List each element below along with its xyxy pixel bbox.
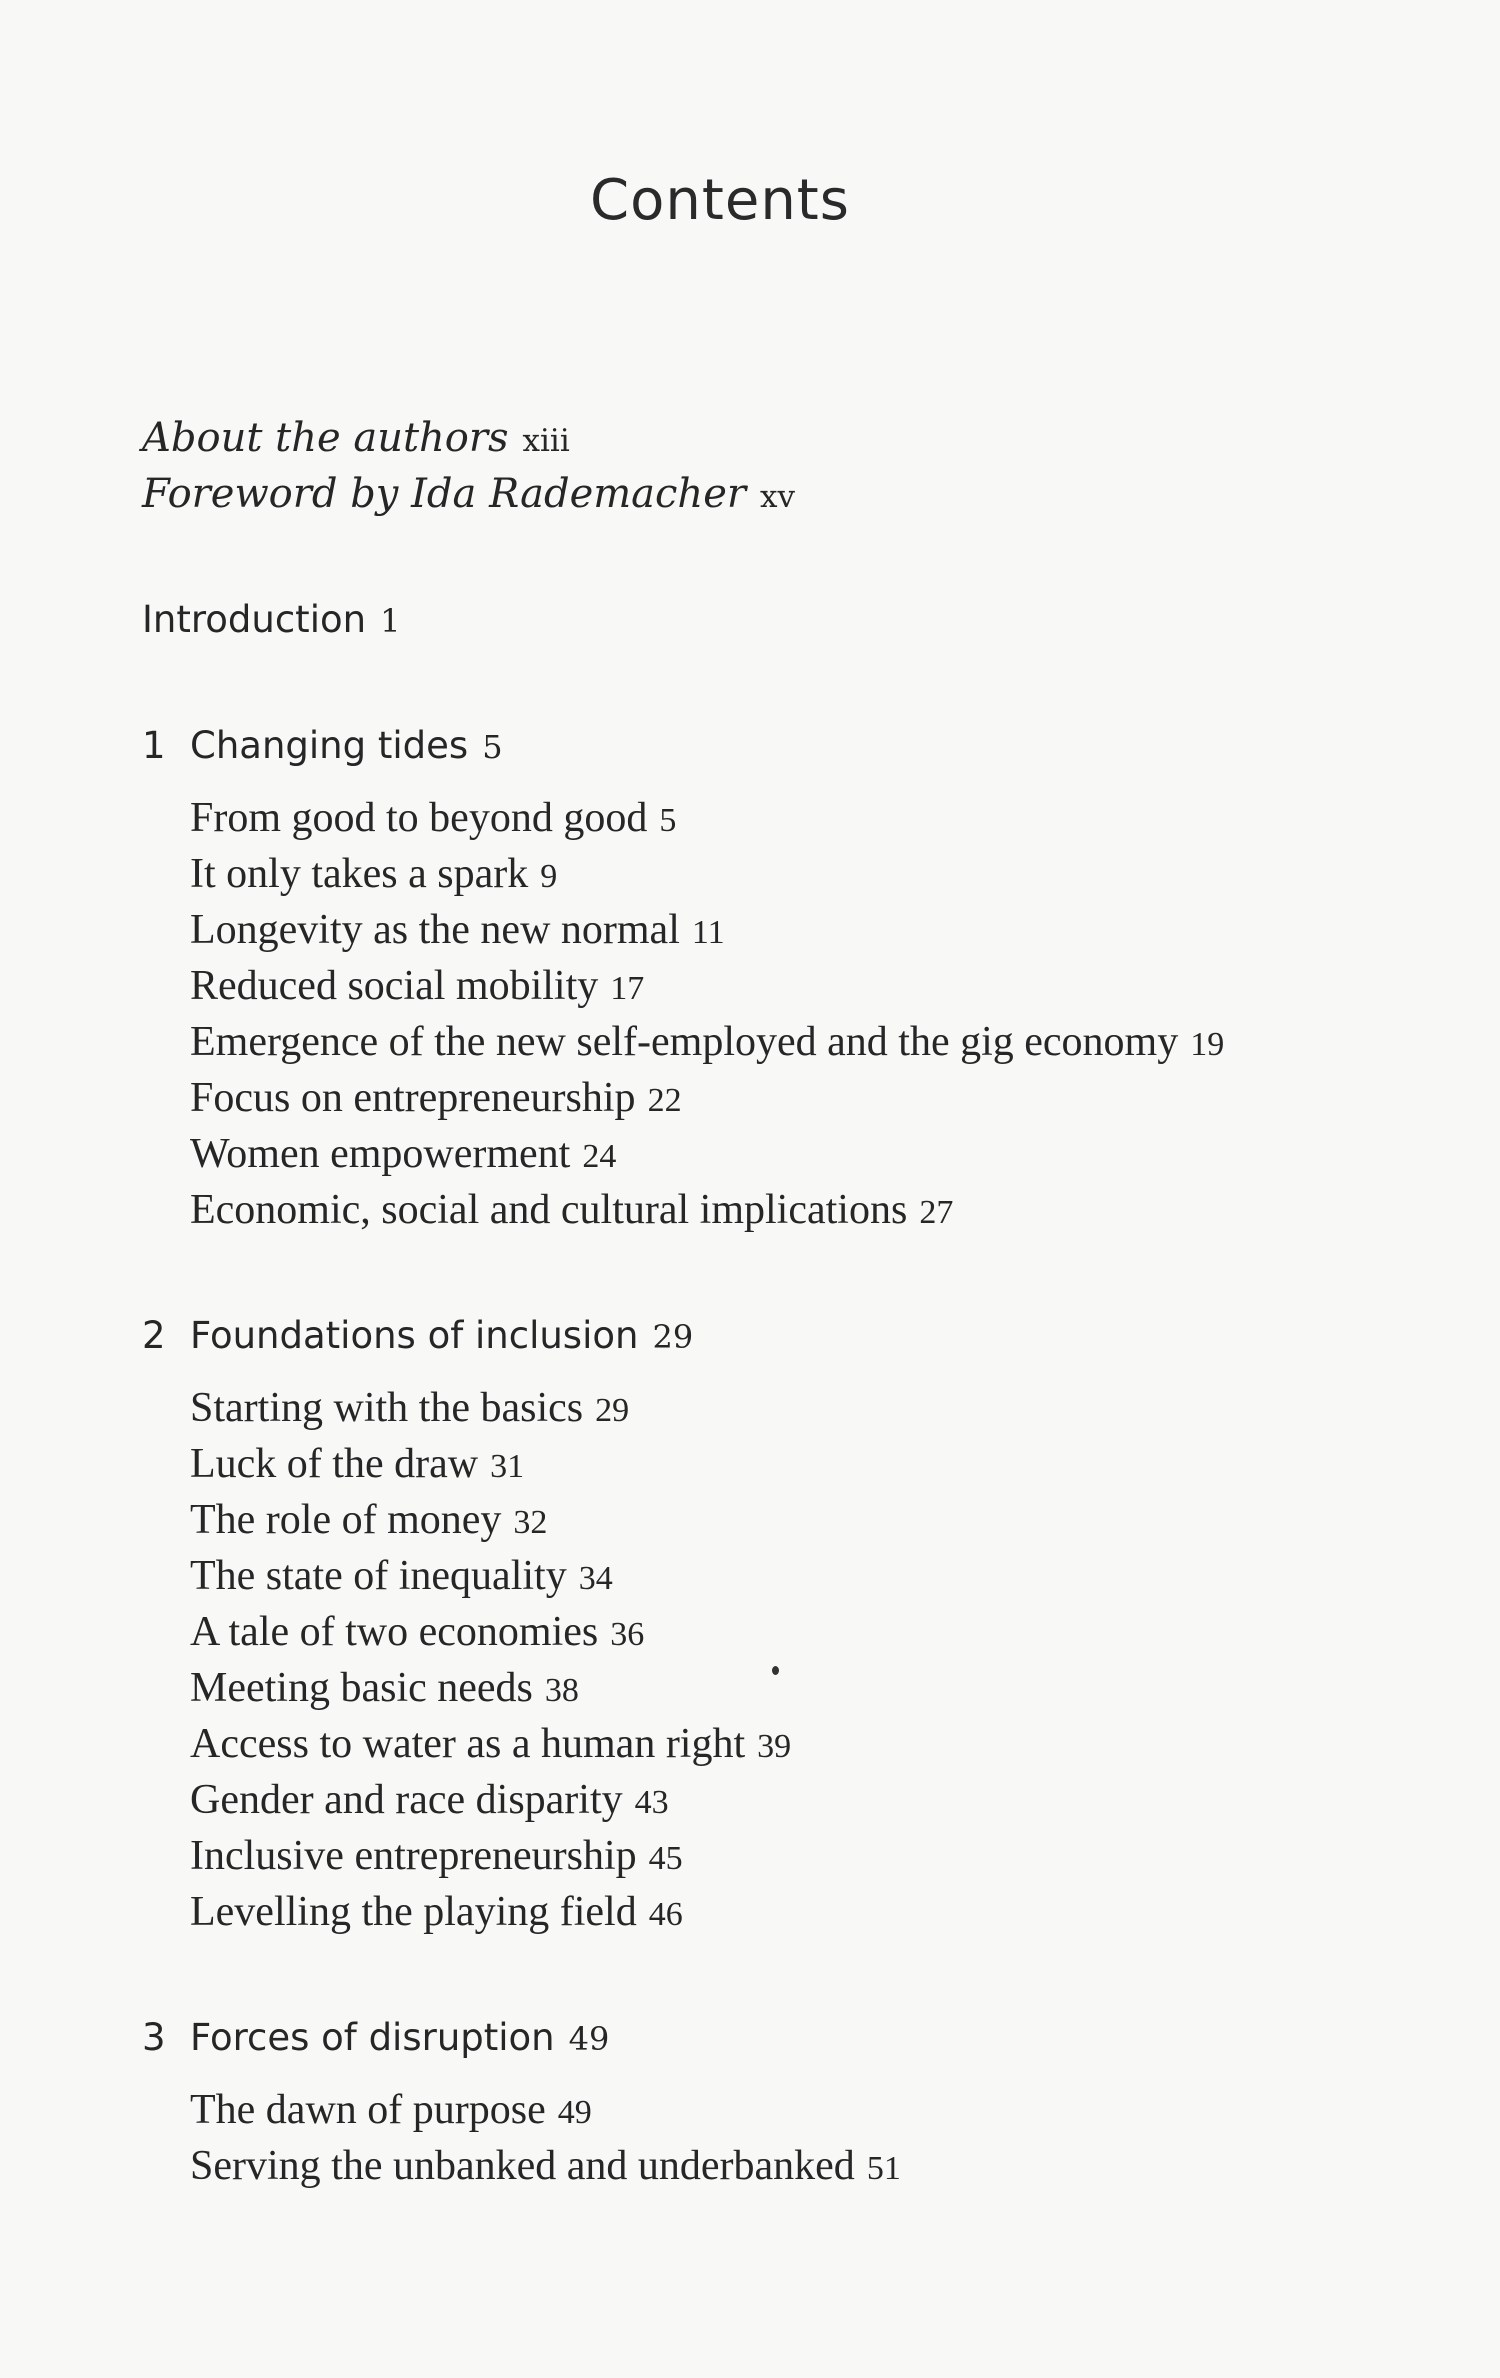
section-page: 51: [866, 2150, 901, 2187]
section-page: 31: [490, 1448, 525, 1485]
toc-entry-page: 1: [380, 602, 401, 640]
toc-entry-page: xv: [759, 479, 795, 515]
toc-entry-foreword[interactable]: [142, 466, 1392, 522]
toc-entry-about-authors[interactable]: [142, 410, 1392, 466]
toc-section-list: [190, 2082, 1392, 2194]
toc-section[interactable]: [190, 958, 1392, 1014]
section-page: 43: [634, 1784, 669, 1821]
section-page: 27: [919, 1194, 954, 1231]
toc-section-list: [190, 790, 1392, 1238]
section-page: 17: [610, 970, 645, 1007]
toc-section[interactable]: [190, 790, 1392, 846]
toc-entry-introduction[interactable]: [142, 592, 1392, 648]
toc-section[interactable]: [190, 1548, 1392, 1604]
chapter-page: 5: [482, 728, 503, 766]
chapter-title: Forces of disruption: [190, 2016, 555, 2059]
section-page: 38: [544, 1672, 579, 1709]
section-title: The state of inequality: [190, 1553, 567, 1599]
section-page: 9: [540, 858, 558, 895]
section-title: Levelling the playing field: [190, 1889, 637, 1935]
toc-section[interactable]: [190, 1660, 1392, 1716]
toc-entry-title: Introduction: [142, 598, 367, 641]
section-page: 24: [582, 1138, 617, 1175]
section-page: 34: [578, 1560, 613, 1597]
section-page: 22: [647, 1082, 682, 1119]
toc-chapter-1: [142, 718, 1392, 1238]
section-title: Focus on entrepreneurship: [190, 1075, 636, 1121]
chapter-title: Foundations of inclusion: [190, 1314, 639, 1357]
section-title: Serving the unbanked and underbanked: [190, 2143, 855, 2189]
toc-section[interactable]: [190, 2082, 1392, 2138]
section-title: Starting with the basics: [190, 1385, 584, 1431]
section-title: From good to beyond good: [190, 795, 648, 841]
section-title: It only takes a spark: [190, 851, 529, 897]
section-title: Access to water as a human right: [190, 1721, 746, 1767]
toc-section[interactable]: [190, 1772, 1392, 1828]
toc-section[interactable]: [190, 846, 1392, 902]
section-page: 49: [557, 2094, 592, 2131]
section-page: 29: [595, 1392, 630, 1429]
section-title: Inclusive entrepreneurship: [190, 1833, 637, 1879]
toc-section[interactable]: [190, 1716, 1392, 1772]
section-title: Longevity as the new normal: [190, 907, 680, 953]
toc-entry-title: Foreword by Ida Rademacher: [142, 471, 746, 517]
table-of-contents: [142, 410, 1392, 2194]
section-page: 19: [1190, 1026, 1225, 1063]
page-title: Contents: [590, 168, 850, 233]
section-title: Luck of the draw: [190, 1441, 479, 1487]
toc-section[interactable]: [190, 1380, 1392, 1436]
chapter-number: 1: [142, 724, 166, 767]
toc-section[interactable]: [190, 1070, 1392, 1126]
section-title: Meeting basic needs: [190, 1665, 533, 1711]
section-title: Emergence of the new self-employed and the gig economy: [190, 1019, 1179, 1065]
ink-speck: [772, 1666, 779, 1675]
chapter-number: 3: [142, 2016, 166, 2059]
toc-chapter-heading[interactable]: [142, 718, 1392, 774]
toc-section[interactable]: [190, 1182, 1392, 1238]
section-page: 46: [648, 1896, 683, 1933]
toc-section[interactable]: [190, 1014, 1392, 1070]
section-title: Economic, social and cultural implications: [190, 1187, 908, 1233]
toc-section-list: [190, 1380, 1392, 1940]
section-title: The dawn of purpose: [190, 2087, 546, 2133]
toc-section[interactable]: [190, 902, 1392, 958]
section-title: Women empowerment: [190, 1131, 571, 1177]
section-title: Gender and race disparity: [190, 1777, 623, 1823]
toc-section[interactable]: [190, 1492, 1392, 1548]
toc-section[interactable]: [190, 2138, 1392, 2194]
toc-section[interactable]: [190, 1604, 1392, 1660]
section-page: 11: [691, 914, 725, 951]
toc-chapter-3: [142, 2010, 1392, 2194]
section-page: 45: [648, 1840, 683, 1877]
section-page: 36: [610, 1616, 645, 1653]
section-page: 39: [757, 1728, 792, 1765]
chapter-page: 49: [568, 2020, 610, 2058]
section-title: A tale of two economies: [190, 1609, 599, 1655]
toc-section[interactable]: [190, 1436, 1392, 1492]
section-page: 5: [659, 802, 677, 839]
toc-entry-page: xiii: [522, 423, 570, 459]
chapter-page: 29: [652, 1318, 694, 1356]
toc-chapter-heading[interactable]: [142, 1308, 1392, 1364]
toc-section[interactable]: [190, 1126, 1392, 1182]
toc-chapter-heading[interactable]: [142, 2010, 1392, 2066]
section-page: 32: [513, 1504, 548, 1541]
toc-entry-title: About the authors: [142, 415, 509, 461]
toc-section[interactable]: [190, 1828, 1392, 1884]
chapter-number: 2: [142, 1314, 166, 1357]
section-title: Reduced social mobility: [190, 963, 599, 1009]
toc-section[interactable]: [190, 1884, 1392, 1940]
chapter-title: Changing tides: [190, 724, 469, 767]
section-title: The role of money: [190, 1497, 502, 1543]
toc-chapter-2: [142, 1308, 1392, 1940]
